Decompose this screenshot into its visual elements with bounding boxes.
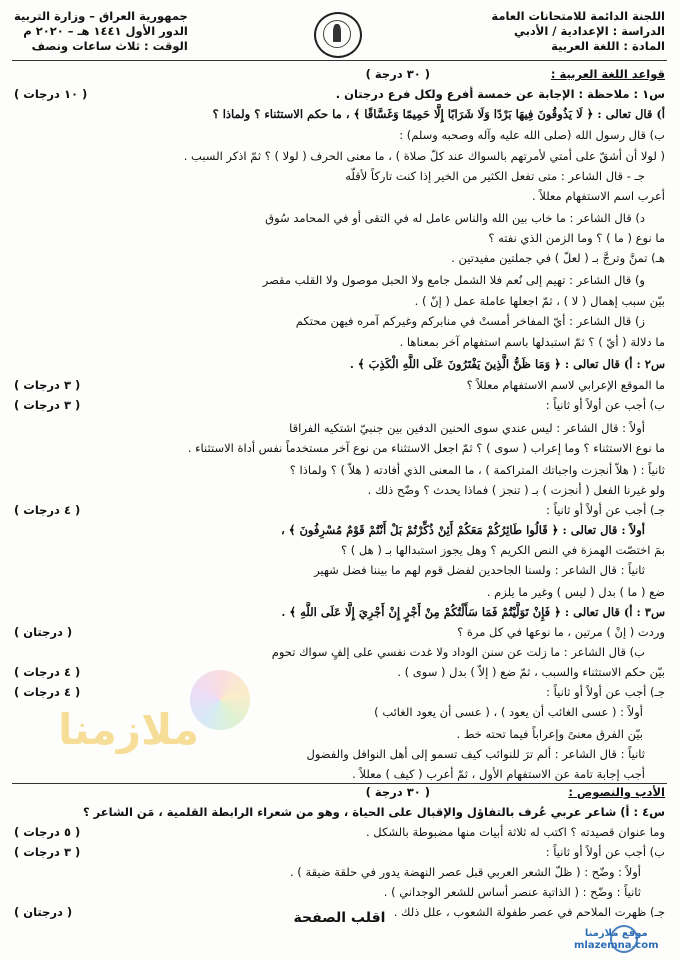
question-line	[14, 104, 665, 124]
question-text: بيّن الفرق معنىً وإعراباً فيما تحته خط .	[456, 727, 643, 741]
question-text: وردت ( إنْ ) مرتين ، ما نوعها في كل مرة ؟	[457, 625, 665, 639]
site-url: mlazemna.com	[574, 940, 659, 951]
question-line	[14, 662, 665, 682]
question-line	[14, 602, 665, 622]
question-text: ما نوع ( ما ) ؟ وما الزمن الذي نفته ؟	[488, 231, 665, 245]
question-text: ما الموقع الإعرابي لاسم الاستفهام معللاً ؟	[466, 378, 665, 392]
question-grade: ( ٣ درجات )	[14, 378, 81, 392]
question-text: ب) أجب عن أولاً أو ثانياً :	[545, 398, 665, 412]
section-title: قواعد اللغة العربية :	[550, 67, 665, 81]
question-text: أولاً : وضّح : ( ظلّ الشعر العربي قبل عصر النهضة يدور في حلقة ضيقة ) .	[289, 865, 641, 879]
question-line	[14, 802, 665, 822]
question-line	[14, 375, 665, 395]
question-grade: ( ٤ درجات )	[14, 503, 81, 517]
question-line	[14, 460, 665, 480]
question-grade: ( ١٠ درجات )	[14, 87, 88, 101]
site-name: موقع ملازمنا	[584, 928, 648, 939]
question-text: ب) أجب عن أولاً أو ثانياً :	[545, 845, 665, 859]
question-line	[14, 332, 665, 352]
question-text: س١ : ملاحظة : الإجابة عن خمسة أفرع ولكل فرع درجتان .	[335, 87, 665, 101]
question-line	[14, 395, 665, 415]
header-divider	[12, 60, 667, 61]
question-text: بيّن سبب إهمال ( لا ) ، ثمّ اجعلها عاملة عمل ( إنّ ) .	[414, 294, 665, 308]
header-right-line: اللجنة الدائمة للامتحانات العامة	[491, 9, 665, 23]
question-text: أجب إجابة تامة عن الاستفهام الأول ، ثمّ أعرب ( كيف ) معللاً .	[352, 767, 645, 781]
question-line	[14, 560, 665, 580]
question-text: ( لولا أن أشقّ على أمتي لأمرتهم بالسواك عند كلّ صلاة ) ، ما معنى الحرف ( لولا ) ؟ ثمّ اذكر السبب .	[183, 149, 665, 163]
question-text: و) قال الشاعر : تهيم إلى نُعم فلا الشمل جامع ولا الحبل موصول ولا القلب مقصر	[262, 273, 645, 287]
section-score: ( ٣٠ درجة )	[365, 785, 430, 799]
question-line	[14, 724, 665, 744]
watermark-text: ملازمنا	[58, 705, 199, 754]
question-line	[14, 208, 665, 228]
question-line	[14, 438, 665, 458]
site-logo-icon	[610, 925, 638, 953]
section-grammar	[14, 64, 665, 84]
question-line	[14, 540, 665, 560]
question-grade: ( درجتان )	[14, 625, 73, 639]
question-text: جـ) أجب عن أولاً أو ثانياً :	[546, 685, 665, 699]
question-grade: ( ٥ درجات )	[14, 825, 81, 839]
question-line	[14, 822, 665, 842]
question-text: د) قال الشاعر : ما خاب بين الله والناس عامل له في التقى أو في المحامد سُوق	[265, 211, 645, 225]
question-text: أولاً : قال تعالى : ﴿ قَالُوا طَائِرُكُمْ مَعَكُمْ أَئِنْ ذُكِّرْتُمْ بَلْ أَنْتُمْ قَوْمٌ مُسْرِفُونَ ﴾ ،	[280, 523, 645, 537]
question-line	[14, 248, 665, 268]
question-text: ب) قال رسول الله (صلى الله عليه وآله وصحبه وسلم) :	[399, 128, 665, 142]
header-right-line: المادة : اللغة العربية	[551, 39, 665, 53]
question-line	[14, 582, 665, 602]
question-text: هـ) تمنَّ وترجَّ بـ ( لعلّ ) في جملتين مفيدتين .	[451, 251, 665, 265]
question-line	[14, 186, 665, 206]
question-text: وما عنوان قصيدته ؟ اكتب له ثلاثة أبيات منها مضبوطة بالشكل .	[366, 825, 665, 839]
question-line	[14, 682, 665, 702]
question-text: ثانياً : قال الشاعر : ولسنا الجاحدين لفضل قوم لهم ما بيننا فضل شهير	[314, 563, 645, 577]
question-text: جـ) أجب عن أولاً أو ثانياً :	[546, 503, 665, 517]
header-left-line: الوقت : ثلاث ساعات ونصف	[31, 39, 188, 53]
header-right	[491, 9, 665, 54]
question-line	[14, 500, 665, 520]
question-line	[14, 702, 665, 722]
question-text: أولاً : ( عسى الغائب أن يعود ) ، ( عسى أن يعود الغائب )	[374, 705, 643, 719]
question-text: ثانياً : ( هلاّ أنجزت واجباتك المتراكمة ) ، ما المعنى الذي أفادته ( هلاّ ) ؟ ولماذا ؟	[289, 463, 665, 477]
question-line	[14, 291, 665, 311]
question-text: جـ) ظهرت الملاحم في عصر طفولة الشعوب ، علل ذلك .	[393, 905, 665, 919]
question-grade: ( ٣ درجات )	[14, 845, 81, 859]
header-right-line: الدراسة : الإعدادية / الأدبي	[513, 24, 665, 38]
question-line	[14, 764, 665, 784]
section-score: ( ٣٠ درجة )	[365, 67, 430, 81]
question-line	[14, 744, 665, 764]
question-line	[14, 311, 665, 331]
question-grade: ( ٣ درجات )	[14, 398, 81, 412]
question-text: ز) قال الشاعر : أيّ المفاخر أمستْ في منابركم وغيركم آمره فيهن محتكم	[295, 314, 645, 328]
question-line	[14, 146, 665, 166]
question-text: ما دلالة ( أيّ ) ؟ ثمّ استبدلها باسم استفهام آخر بمعناها .	[399, 335, 665, 349]
question-text: بيّن حكم الاستثناء والسبب ، ثمّ ضع ( إلاّ ) بدل ( سوى ) .	[397, 665, 665, 679]
question-line	[14, 862, 665, 882]
question-text: ثانياً : قال الشاعر : ألم ترَ للنوائب كيف تسمو إلى أهل النوافل والفضول	[306, 747, 645, 761]
question-text: ثانياً : وضّح : ( الذاتية عنصر أساس للشعر الوجداني ) .	[383, 885, 641, 899]
question-line	[14, 480, 665, 500]
question-text: أعرب اسم الاستفهام معللاً .	[532, 189, 665, 203]
question-text: س٣ : أ) قال تعالى : ﴿ فَإِنْ تَوَلَّيْتُمْ فَمَا سَأَلْتُكُمْ مِنْ أَجْرٍ إِنْ أَجْرِيَ إِلَّا عَلَى اللَّهِ ﴾ .	[281, 605, 665, 619]
question-line	[14, 842, 665, 862]
section-title: الأدب والنصوص :	[568, 785, 665, 799]
question-grade: ( ٤ درجات )	[14, 665, 81, 679]
question-line	[14, 270, 665, 290]
header-left-line: الدور الأول ١٤٤١ هـ – ٢٠٢٠ م	[23, 24, 188, 38]
page-footer: اقلب الصفحة	[293, 910, 386, 926]
question-line	[14, 354, 665, 374]
question-line	[14, 882, 665, 902]
question-line	[14, 84, 665, 104]
question-text: ولو غيرنا الفعل ( أنجزت ) بـ ( تنجز ) فماذا يحدث ؟ وضّح ذلك .	[367, 483, 665, 497]
question-line	[14, 418, 665, 438]
header-left-line: جمهورية العراق – وزارة التربية	[14, 9, 188, 23]
question-grade: ( ٤ درجات )	[14, 685, 81, 699]
question-text: بمَ اختصّت الهمزة في النص الكريم ؟ وهل يجوز استبدالها بـ ( هل ) ؟	[341, 543, 665, 557]
question-line	[14, 520, 665, 540]
question-grade: ( درجتان )	[14, 905, 73, 919]
question-text: ب) قال الشاعر : ما زلت عن سنن الوداد ولا غدت نفسي على إلفٍ سواك تحوم	[271, 645, 645, 659]
question-text: ما نوع الاستثناء ؟ وما إعراب ( سوى ) ؟ ثمّ اجعل الاستثناء من نوع آخر مستخدماً نفس أداة الاستثناء .	[187, 441, 665, 455]
question-text: جـ - قال الشاعر : متى تفعل الكثير من الخير إذا كنت تاركاً لأقلّه	[345, 169, 645, 183]
question-text: س٢ : أ) قال تعالى : ﴿ وَمَا ظَنُّ الَّذِينَ يَفْتَرُونَ عَلَى اللَّهِ الْكَذِبَ ﴾ .	[349, 357, 665, 371]
question-line	[14, 622, 665, 642]
question-line	[14, 166, 665, 186]
question-line	[14, 642, 665, 662]
emblem-icon	[314, 12, 362, 58]
question-line	[14, 125, 665, 145]
question-text: س٤ : أ) شاعر عربي عُرف بالتفاؤل والإقبال على الحياة ، وهو من شعراء الرابطة القلمية ، مَن الشاعر ؟	[82, 805, 665, 819]
header-left	[14, 9, 188, 54]
section-literature	[14, 782, 665, 802]
question-text: أ) قال تعالى : ﴿ لَا يَذُوقُونَ فِيهَا بَرْدًا وَلَا شَرَابًا إِلَّا حَمِيمًا وَغَسَّاقًا ﴾ ، ما حكم الاستثناء ؟ ولماذا ؟	[212, 107, 665, 121]
question-text: أولاً : قال الشاعر : ليس عندي سوى الحنين الدفين بين جنبيّ اشتكيه الفراقا	[289, 421, 645, 435]
question-text: ضع ( ما ) بدل ( ليس ) وغير ما يلزم .	[486, 585, 665, 599]
question-line	[14, 228, 665, 248]
